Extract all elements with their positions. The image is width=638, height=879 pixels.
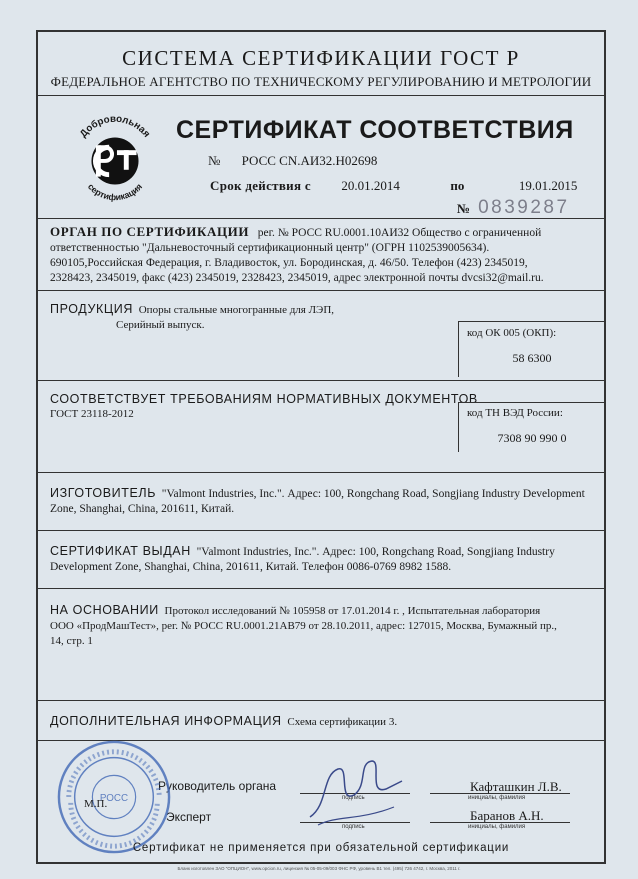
issued-to-line2: Development Zone, Shanghai, China, 201611, Китай. Телефон 0086-0769 8982 1588. (50, 561, 452, 573)
tnved-box-top-border (458, 402, 606, 403)
validity-label: Срок действия с (210, 178, 311, 193)
manufacturer-line2: Zone, Shanghai, China, 201611, Китай. (50, 503, 235, 515)
svg-text:сертификация (86, 181, 144, 202)
certification-body-line2: ответственностью "Дальневосточный сертификационный центр" (ОГРН 1102539005634). (50, 242, 490, 254)
head-role-label: Руководитель органа (158, 779, 277, 793)
okp-box-top-border (458, 321, 606, 322)
issued-to-section (50, 544, 602, 575)
manufacturer-section (50, 486, 602, 517)
logo-arc-bottom: сертификация (85, 181, 145, 203)
certification-body-section (50, 224, 602, 286)
registration-number: РОСС CN.АИ32.Н02698 (241, 153, 378, 168)
official-stamp-icon (55, 738, 173, 856)
svg-text:Добровольная (78, 114, 152, 140)
head-name-line (430, 793, 570, 794)
handwritten-signature-icon (298, 755, 418, 835)
logo-arc-top: Добровольная (78, 113, 153, 140)
okp-box-left-border (458, 321, 459, 377)
stamp-place-label: М.П. (84, 798, 108, 810)
basis-line3: 14, стр. 1 (50, 635, 93, 647)
additional-divider (36, 700, 606, 701)
validity-row (210, 178, 577, 194)
product-line2: Серийный выпуск. (116, 319, 205, 331)
agency-name: ФЕДЕРАЛЬНОЕ АГЕНТСТВО ПО ТЕХНИЧЕСКОМУ РЕГУЛИРОВАНИЮ И МЕТРОЛОГИИ (50, 74, 592, 89)
issued-to-heading: СЕРТИФИКАТ ВЫДАН (50, 544, 191, 558)
basis-heading: НА ОСНОВАНИИ (50, 603, 159, 617)
certification-body-line1: рег. № РОСС RU.0001.10АИ32 Общество с ограниченной (257, 227, 542, 239)
manufacturer-line1: "Valmont Industries, Inc.". Адрес: 100, Rongchang Road, Songjiang Industry Development (161, 488, 585, 500)
certification-body-line3: 690105,Российская Федерация, г. Владивосток, ул. Бородинская, д. 46/50. Телефон (423) 2345019, (50, 257, 528, 269)
certification-body-line4: 2328423, 2345019, факс (423) 2345019, 2328423, 2345019, адрес электронной почты dvcsi32@mail.ru. (50, 272, 544, 284)
basis-line2: ООО «ПродМашТест», рег. № РОСС RU.0001.21АВ79 от 28.10.2011, адрес: 127015, Москва, Бумажный пр., (50, 620, 557, 632)
printer-imprint: Бланк изготовлен ЗАО "ОПЦИОН", www.opcion.ru, лицензия № 05-05-09/003 ФНС РФ, уровень B1 тел. (495) 726 4742, г. Москва, 2011 г. (177, 866, 461, 871)
basis-divider (36, 588, 606, 589)
head-name: Кафташкин Л.В. (470, 779, 562, 794)
additional-info-section (50, 714, 602, 730)
issued-to-line1: "Valmont Industries, Inc.". Адрес: 100, Rongchang Road, Songjiang Industry (196, 546, 555, 558)
rst-logo-icon (66, 110, 164, 208)
cert-body-divider (36, 218, 606, 219)
product-divider (36, 290, 606, 291)
head-signature-caption: подпись (342, 795, 365, 801)
serial-label: № (457, 201, 471, 216)
manufacturer-heading: ИЗГОТОВИТЕЛЬ (50, 486, 157, 500)
product-line1: Опоры стальные многогранные для ЛЭП, (138, 304, 335, 316)
certificate-footer: Сертификат не применяется при обязательной сертификации (132, 842, 510, 854)
product-section (50, 302, 450, 333)
header-divider (36, 95, 606, 96)
expert-name-line (430, 822, 570, 823)
blank-serial (457, 197, 570, 219)
serial-number: 0839287 (478, 197, 570, 218)
expert-name-caption: инициалы, фамилия (468, 824, 526, 830)
registration-number-row (208, 153, 377, 169)
certificate-title: СЕРТИФИКАТ СООТВЕТСТВИЯ (176, 116, 574, 144)
registration-label: № (208, 153, 221, 168)
svg-text:РОСС: РОСС (99, 792, 129, 804)
tnved-box-left-border (458, 402, 459, 452)
certification-body-heading: ОРГАН ПО СЕРТИФИКАЦИИ (50, 224, 250, 239)
validity-to: 19.01.2015 (518, 178, 578, 193)
system-title: СИСТЕМА СЕРТИФИКАЦИИ ГОСТ Р (122, 46, 520, 70)
tnved-value: 7308 90 990 0 (497, 431, 567, 445)
product-heading: ПРОДУКЦИЯ (50, 302, 133, 316)
basis-line1: Протокол исследований № 105958 от 17.01.2014 г. , Испытательная лаборатория (164, 605, 541, 617)
tnved-label: код ТН ВЭД России: (467, 407, 563, 419)
okp-value: 58 6300 (512, 351, 552, 365)
manufacturer-divider (36, 472, 606, 473)
okp-label: код ОК 005 (ОКП): (467, 327, 557, 339)
validity-from: 20.01.2014 (341, 178, 400, 193)
validity-to-label: по (450, 178, 465, 193)
conformity-heading: СООТВЕТСТВУЕТ ТРЕБОВАНИЯМ НОРМАТИВНЫХ ДОКУМЕНТОВ (50, 392, 478, 406)
expert-signature-caption: подпись (342, 824, 365, 830)
conformity-section (50, 392, 480, 422)
additional-text: Схема сертификации 3. (287, 716, 398, 728)
basis-section (50, 603, 602, 649)
issued-divider (36, 530, 606, 531)
head-name-caption: инициалы, фамилия (468, 795, 526, 801)
additional-heading: ДОПОЛНИТЕЛЬНАЯ ИНФОРМАЦИЯ (50, 714, 282, 728)
expert-name: Баранов А.Н. (470, 808, 544, 823)
expert-role-label: Эксперт (166, 810, 212, 824)
conformity-standard: ГОСТ 23118-2012 (50, 408, 134, 420)
conformity-divider (36, 380, 606, 381)
